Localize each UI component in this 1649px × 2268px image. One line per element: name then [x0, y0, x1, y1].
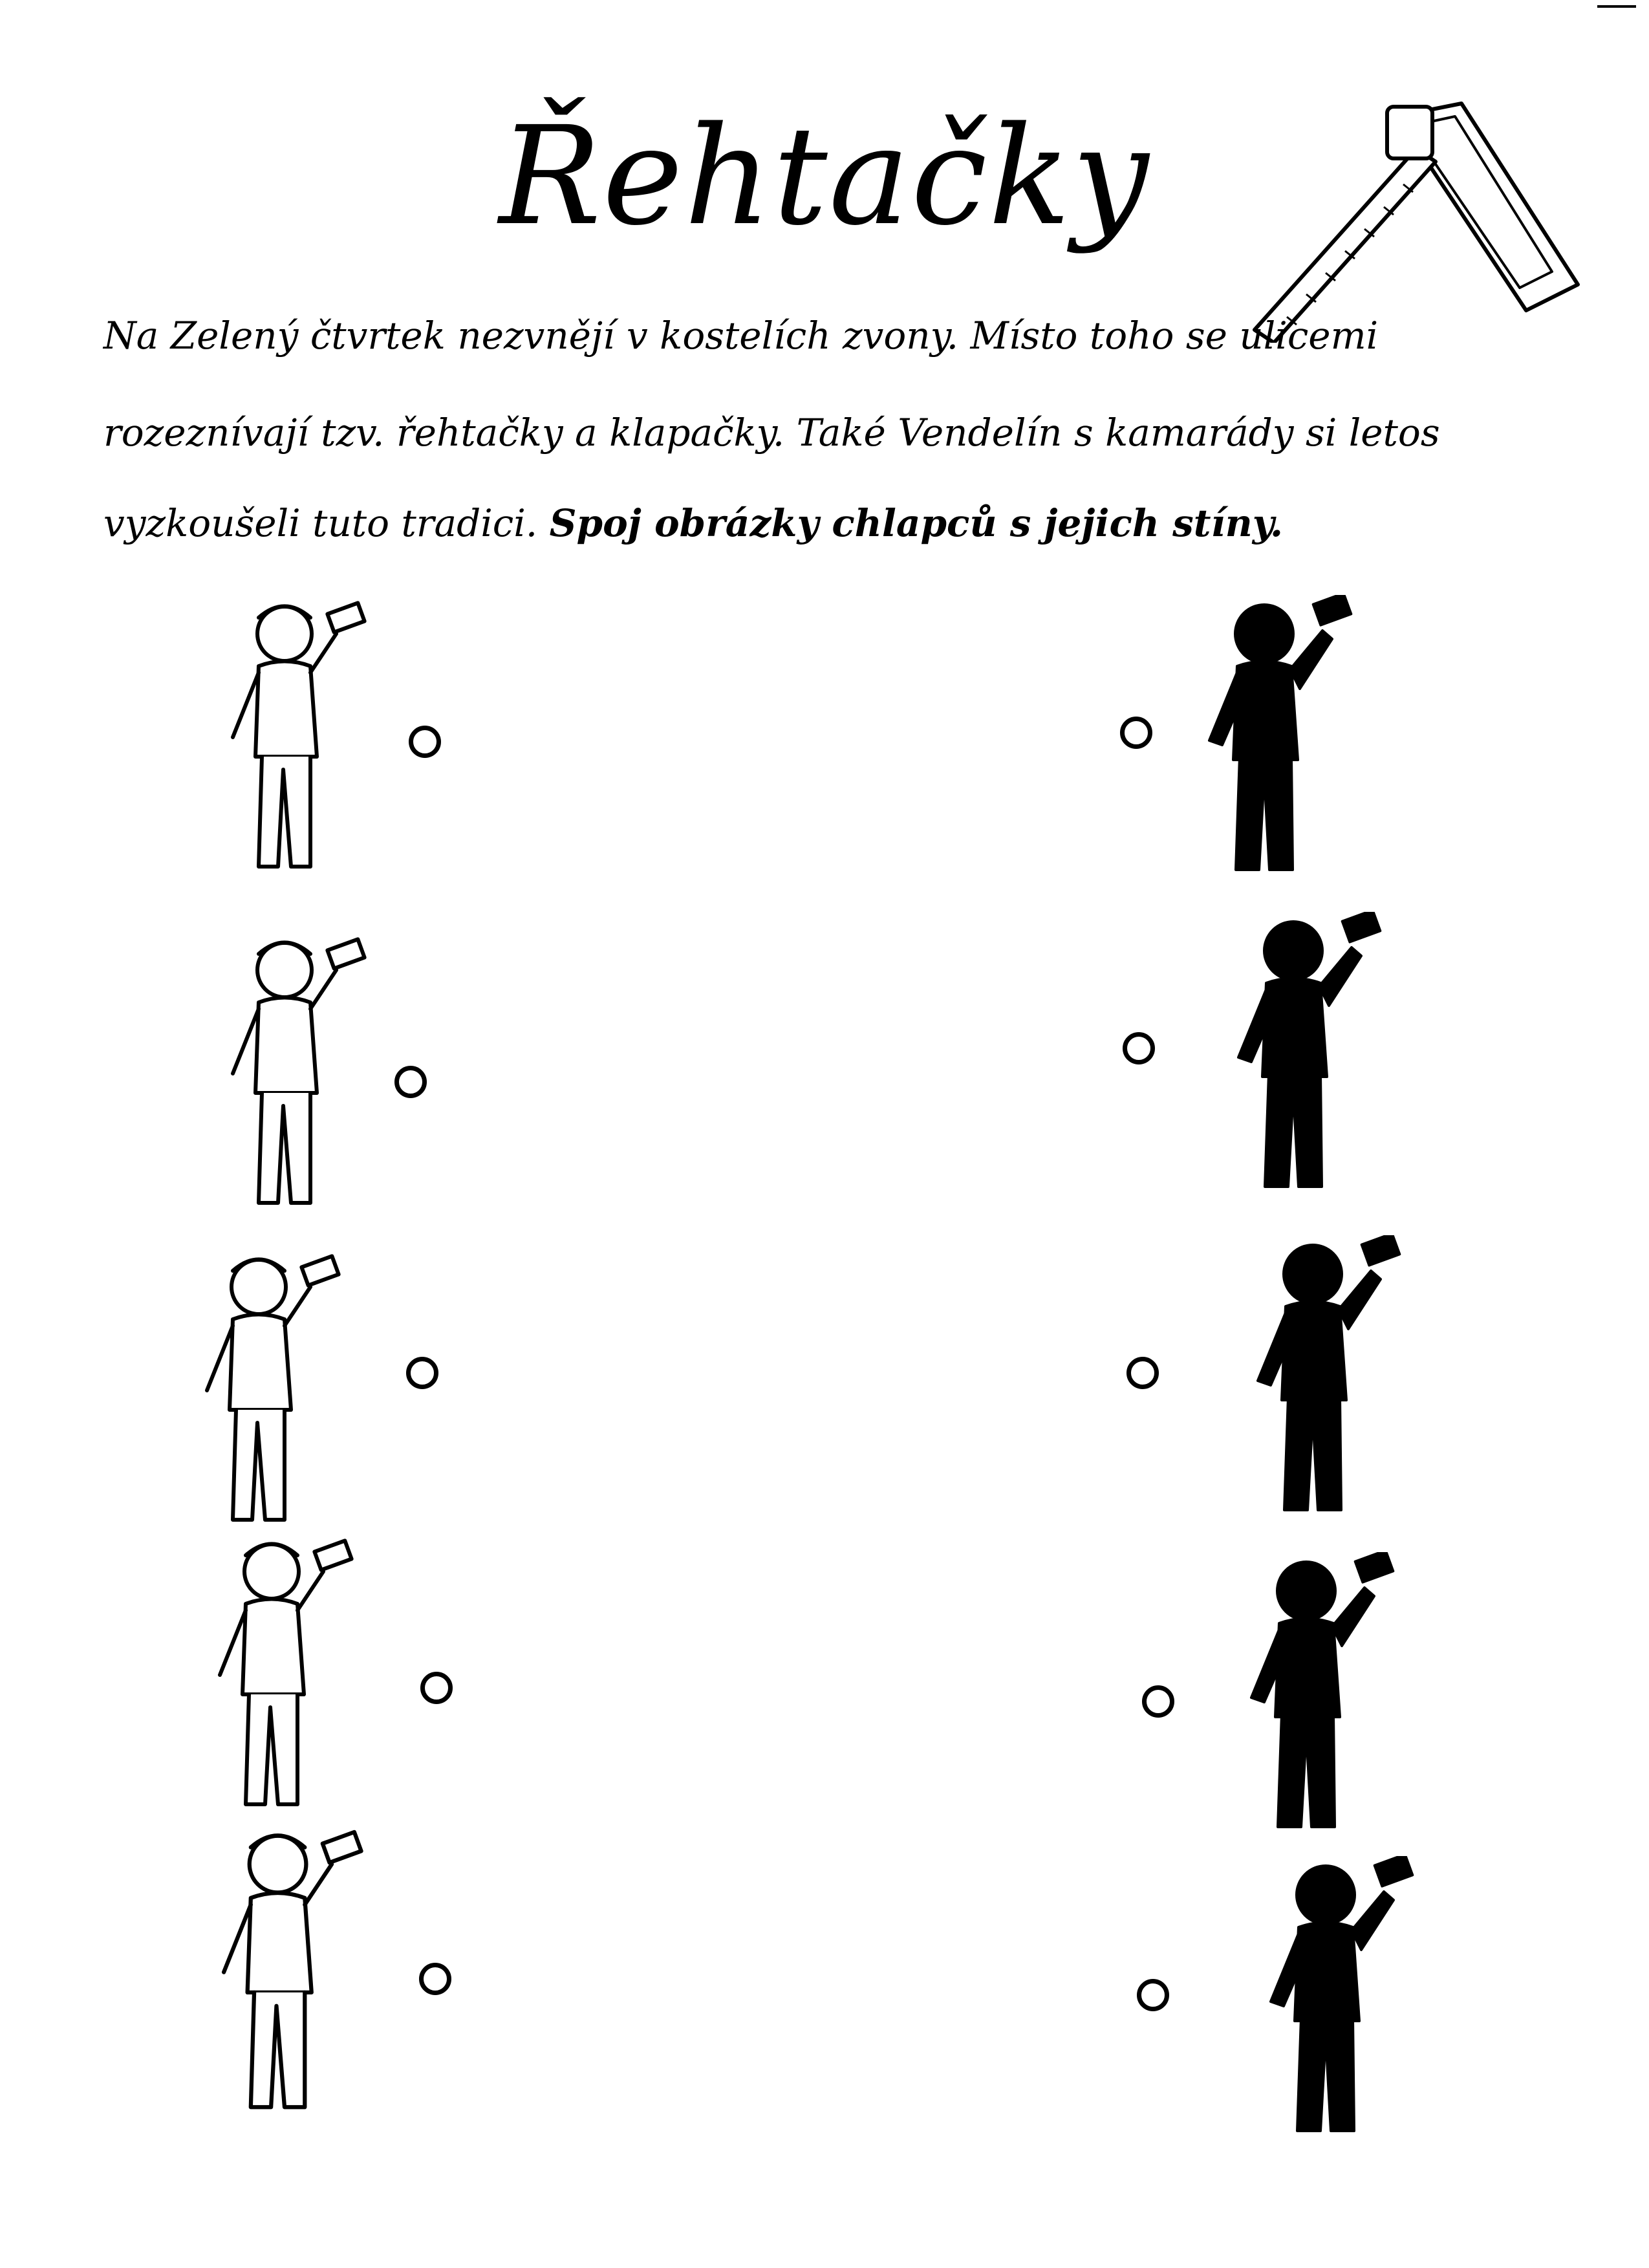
boy-2-figure	[207, 931, 375, 1229]
left-dot-1[interactable]	[409, 726, 441, 758]
intro-line-1: Na Zelený čtvrtek nezvnějí v kostelích zvony. Místo toho se ulicemi	[103, 314, 1379, 358]
boy-1-figure	[207, 595, 375, 892]
right-dot-2[interactable]	[1123, 1032, 1155, 1064]
page-title: Řehtačky	[499, 97, 1150, 255]
rattle-icon	[1248, 97, 1584, 343]
boy-3-figure	[181, 1248, 349, 1546]
right-dot-4[interactable]	[1142, 1685, 1174, 1718]
intro-line-2: rozeznívají tzv. řehtačky a klapačky. Také Vendelín s kamarády si letos	[103, 411, 1440, 455]
shadow-5-figure	[1248, 1856, 1416, 2154]
right-dot-3[interactable]	[1126, 1357, 1159, 1389]
intro-line-3	[103, 501, 1384, 545]
shadow-1-figure	[1183, 595, 1358, 892]
shadow-4-figure	[1229, 1552, 1397, 1850]
left-dot-3[interactable]	[406, 1357, 438, 1389]
right-dot-1[interactable]	[1120, 717, 1152, 749]
shadow-3-figure	[1235, 1235, 1403, 1533]
shadow-2-figure	[1216, 912, 1384, 1209]
left-dot-2[interactable]	[394, 1066, 427, 1098]
boy-5-figure	[188, 1824, 382, 2134]
instruction-text: Spoj obrázky chlapců s jejich stíny.	[549, 501, 1284, 545]
left-dot-5[interactable]	[419, 1963, 451, 1995]
corner-mark	[1597, 5, 1636, 8]
intro-line-3-text: vyzkoušeli tuto tradici.	[103, 501, 538, 545]
right-dot-5[interactable]	[1137, 1979, 1169, 2011]
boy-4-figure	[194, 1533, 362, 1830]
left-dot-4[interactable]	[420, 1672, 453, 1704]
